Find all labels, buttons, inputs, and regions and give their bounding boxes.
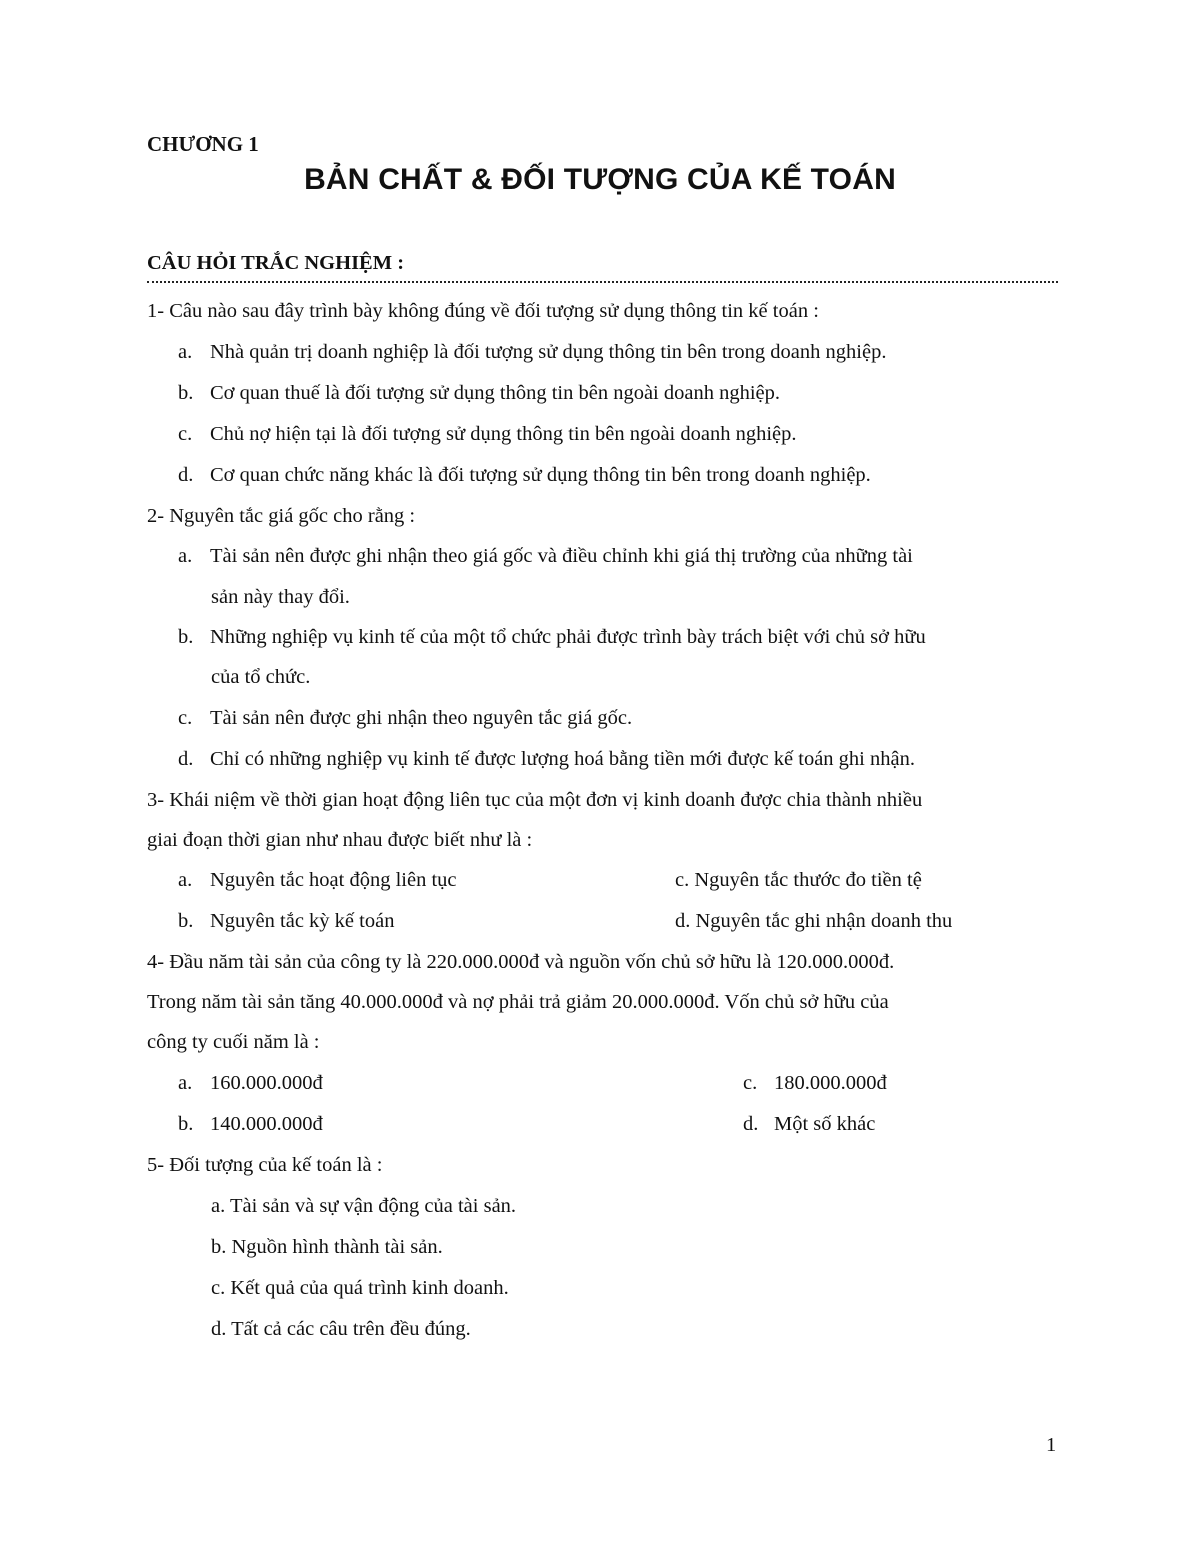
question-2: 2- Nguyên tắc giá gốc cho rằng : xyxy=(147,505,416,527)
option-text: Nguyên tắc hoạt động liên tục xyxy=(210,869,457,891)
option-text: Nhà quản trị doanh nghiệp là đối tượng sử dụng thông tin bên trong doanh nghiệp. xyxy=(210,341,887,363)
question-4-option-b xyxy=(178,1113,323,1136)
option-text: 180.000.000đ xyxy=(774,1072,887,1094)
option-letter: a. xyxy=(178,1072,193,1094)
question-4-cont-2: công ty cuối năm là : xyxy=(147,1031,320,1053)
question-3-option-d: d. Nguyên tắc ghi nhận doanh thu xyxy=(675,910,953,932)
question-2-option-c xyxy=(178,707,632,730)
option-letter: a. xyxy=(178,341,193,363)
option-letter: b. xyxy=(178,910,194,932)
option-letter: b. xyxy=(178,382,194,404)
question-4: 4- Đầu năm tài sản của công ty là 220.000.000đ và nguồn vốn chủ sở hữu là 120.000.000đ. xyxy=(147,951,895,973)
option-text: Chủ nợ hiện tại là đối tượng sử dụng thông tin bên ngoài doanh nghiệp. xyxy=(210,423,797,445)
option-text: Cơ quan thuế là đối tượng sử dụng thông tin bên ngoài doanh nghiệp. xyxy=(210,382,781,404)
question-2-option-b xyxy=(178,626,926,649)
question-3-option-c: c. Nguyên tắc thước đo tiền tệ xyxy=(675,869,922,891)
section-heading: CÂU HỎI TRẮC NGHIỆM : xyxy=(147,252,1058,283)
question-3-option-a xyxy=(178,869,457,892)
option-letter: a. xyxy=(178,869,193,891)
question-5-option-a: a. Tài sản và sự vận động của tài sản. xyxy=(211,1195,517,1217)
chapter-label: CHƯƠNG 1 xyxy=(147,132,259,156)
question-1-option-d xyxy=(178,464,871,487)
option-text: Tài sản nên được ghi nhận theo giá gốc và điều chỉnh khi giá thị trường của những tài xyxy=(210,545,913,567)
option-letter: b. xyxy=(178,1113,194,1135)
option-text: Những nghiệp vụ kinh tế của một tổ chức phải được trình bày trách biệt với chủ sở hữu xyxy=(210,626,926,648)
question-4-option-d xyxy=(743,1113,875,1136)
question-5-option-d: d. Tất cả các câu trên đều đúng. xyxy=(211,1318,471,1340)
question-2-option-d xyxy=(178,748,915,771)
question-2-option-a-cont: sản này thay đổi. xyxy=(211,586,350,608)
question-5-option-c: c. Kết quả của quá trình kinh doanh. xyxy=(211,1277,509,1299)
question-2-option-b-cont: của tổ chức. xyxy=(211,666,311,688)
option-letter: d. xyxy=(178,748,194,770)
question-2-option-a xyxy=(178,545,913,568)
option-letter: c. xyxy=(178,707,193,729)
option-text: Cơ quan chức năng khác là đối tượng sử dụng thông tin bên trong doanh nghiệp. xyxy=(210,464,871,486)
option-letter: b. xyxy=(178,626,194,648)
option-letter: d. xyxy=(178,464,194,486)
page-title: BẢN CHẤT & ĐỐI TƯỢNG CỦA KẾ TOÁN xyxy=(304,163,896,196)
option-text: 140.000.000đ xyxy=(210,1113,323,1135)
question-4-option-a xyxy=(178,1072,323,1095)
question-3-option-b xyxy=(178,910,394,933)
question-5-option-b: b. Nguồn hình thành tài sản. xyxy=(211,1236,443,1258)
option-text: Nguyên tắc kỳ kế toán xyxy=(210,910,395,932)
option-text: Một số khác xyxy=(774,1113,876,1135)
question-1-option-b xyxy=(178,382,780,405)
question-4-cont: Trong năm tài sản tăng 40.000.000đ và nợ phải trả giảm 20.000.000đ. Vốn chủ sở hữu của xyxy=(147,991,889,1013)
question-3-cont: giai đoạn thời gian như nhau được biết như là : xyxy=(147,829,533,851)
question-1-option-a xyxy=(178,341,886,364)
option-text: Tài sản nên được ghi nhận theo nguyên tắc giá gốc. xyxy=(210,707,633,729)
option-text: 160.000.000đ xyxy=(210,1072,323,1094)
question-1: 1- Câu nào sau đây trình bày không đúng về đối tượng sử dụng thông tin kế toán : xyxy=(147,300,819,322)
question-1-option-c xyxy=(178,423,797,446)
option-letter: c. xyxy=(178,423,193,445)
page-number: 1 xyxy=(1046,1434,1057,1456)
question-4-option-c xyxy=(743,1072,887,1095)
option-letter: d. xyxy=(743,1113,759,1135)
option-text: Chỉ có những nghiệp vụ kinh tế được lượng hoá bằng tiền mới được kế toán ghi nhận. xyxy=(210,748,915,770)
option-letter: c. xyxy=(743,1072,758,1094)
option-letter: a. xyxy=(178,545,193,567)
question-3: 3- Khái niệm về thời gian hoạt động liên tục của một đơn vị kinh doanh được chia thành nhiều xyxy=(147,789,923,811)
question-5: 5- Đối tượng của kế toán là : xyxy=(147,1154,383,1176)
